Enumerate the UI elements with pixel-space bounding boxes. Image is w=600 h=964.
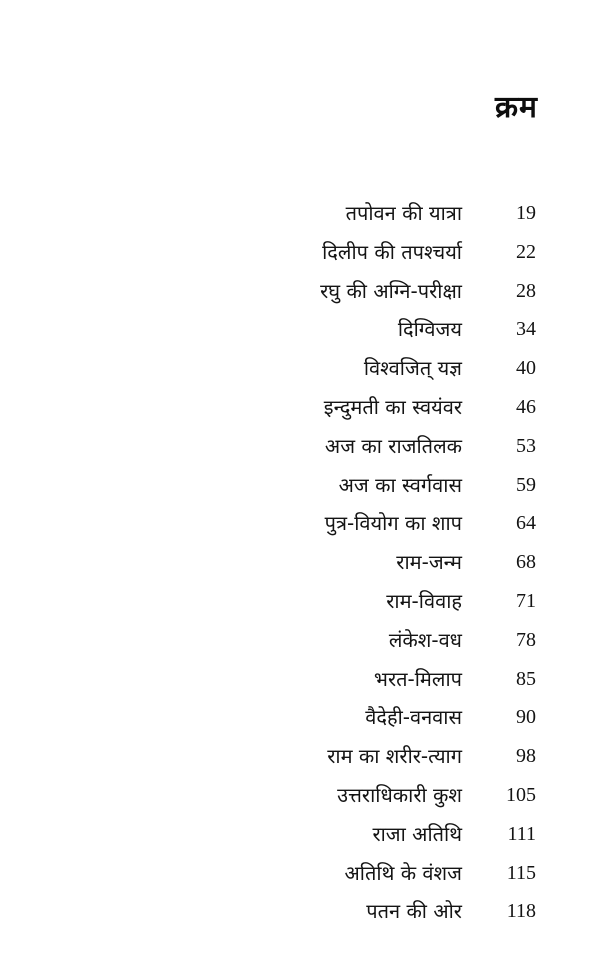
toc-entry-title: राम-विवाह	[386, 588, 462, 613]
toc-entry-page-number: 111	[507, 822, 536, 845]
toc-entry-title: लंकेश-वध	[388, 627, 462, 652]
toc-entry-page-number: 59	[516, 473, 536, 496]
toc-entry-page-number: 46	[516, 395, 536, 418]
toc-entry-page-number: 71	[516, 589, 536, 612]
toc-entry-title: इन्दुमती का स्वयंवर	[323, 394, 462, 419]
toc-entry	[0, 349, 600, 388]
toc-entry	[0, 194, 600, 233]
toc-entry	[0, 582, 600, 621]
toc-entry	[0, 776, 600, 815]
toc-entry	[0, 892, 600, 931]
toc-entry-page-number: 53	[516, 434, 536, 457]
toc-entry-page-number: 19	[516, 202, 536, 224]
toc-entry-title: रघु की अग्नि-परीक्षा	[320, 278, 462, 303]
toc-entry-title: पतन की ओर	[366, 899, 462, 924]
toc-entry-title: उत्तराधिकारी कुश	[337, 782, 462, 807]
toc-entry	[0, 388, 600, 427]
toc-entry-title: अज का राजतिलक	[324, 433, 462, 458]
toc-entry-title: राम का शरीर-त्याग	[327, 744, 462, 769]
toc-entry-title: वैदेही-वनवास	[365, 705, 462, 730]
toc-entry-title: दिलीप की तपश्चर्या	[322, 239, 462, 264]
toc-entry	[0, 698, 600, 737]
toc-entry	[0, 621, 600, 660]
toc-entry-title: विश्वजित् यज्ञ	[363, 356, 462, 381]
toc-entry-title: अतिथि के वंशज	[344, 860, 462, 885]
table-of-contents	[0, 194, 600, 931]
toc-entry-page-number: 90	[516, 706, 536, 729]
toc-entry-page-number: 68	[516, 551, 536, 574]
toc-entry	[0, 427, 600, 466]
toc-entry-page-number: 105	[506, 783, 536, 806]
toc-entry	[0, 543, 600, 582]
toc-entry	[0, 310, 600, 349]
toc-entry-title: राम-जन्म	[396, 550, 462, 575]
toc-entry-page-number: 115	[506, 861, 536, 884]
toc-entry-page-number: 78	[516, 628, 536, 651]
toc-entry	[0, 233, 600, 272]
toc-entry-page-number: 22	[516, 240, 536, 263]
toc-entry-page-number: 34	[516, 318, 536, 341]
toc-entry	[0, 504, 600, 543]
toc-entry	[0, 272, 600, 311]
toc-entry-page-number: 85	[516, 667, 536, 690]
toc-entry-page-number: 40	[516, 357, 536, 380]
toc-entry-page-number: 28	[516, 279, 536, 302]
toc-entry-page-number: 118	[506, 900, 536, 923]
toc-entry-title: दिग्विजय	[397, 317, 462, 342]
toc-entry	[0, 466, 600, 505]
toc-entry-title: अज का स्वर्गवास	[338, 472, 462, 497]
toc-entry-title: तपोवन की यात्रा	[345, 201, 462, 225]
toc-entry-page-number: 98	[516, 745, 536, 768]
toc-entry-title: राजा अतिथि	[372, 821, 462, 846]
toc-entry	[0, 854, 600, 893]
toc-entry-title: पुत्र-वियोग का शाप	[324, 511, 462, 536]
contents-heading: क्रम	[495, 90, 538, 125]
toc-entry	[0, 815, 600, 854]
toc-entry-page-number: 64	[516, 512, 536, 535]
toc-entry	[0, 660, 600, 699]
toc-entry-title: भरत-मिलाप	[373, 666, 462, 691]
toc-entry	[0, 737, 600, 776]
